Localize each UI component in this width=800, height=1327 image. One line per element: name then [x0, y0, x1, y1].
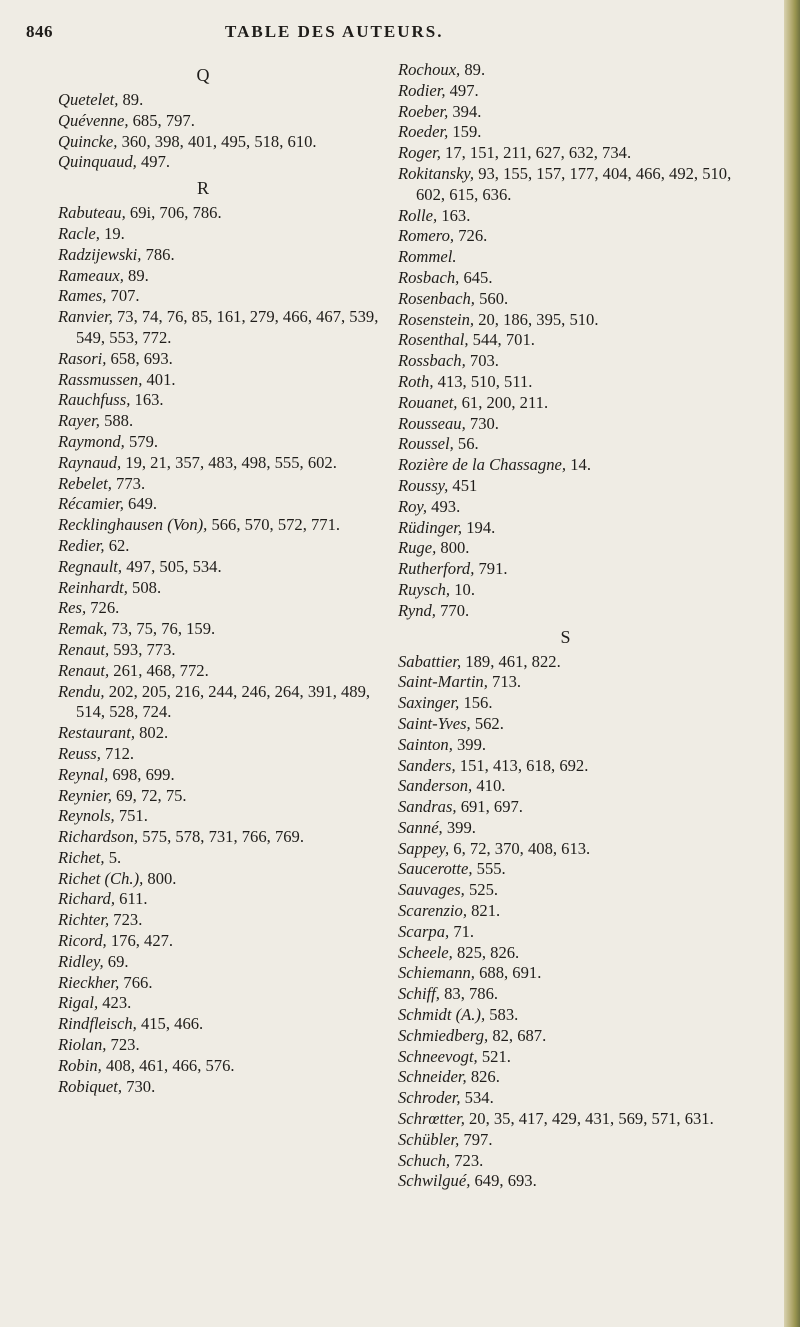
index-entry — [58, 578, 393, 599]
author-name: Rigal, — [58, 993, 99, 1013]
index-entry — [58, 1056, 393, 1077]
index-entry — [398, 580, 733, 601]
page-references: 730. — [465, 413, 499, 433]
author-name: Rasori, — [58, 348, 107, 368]
page-references: 508. — [127, 577, 162, 597]
author-name: Sauvages, — [398, 880, 465, 900]
author-name: Ranvier, — [58, 307, 113, 327]
index-entry — [58, 557, 393, 578]
author-name: Quinquaud, — [58, 152, 137, 172]
index-entry — [58, 515, 393, 536]
page-references: 69, 72, 75. — [111, 785, 187, 805]
index-entry — [58, 152, 393, 173]
index-entry — [58, 453, 393, 474]
author-name: Rebelet, — [58, 473, 112, 493]
index-entry — [398, 247, 733, 268]
page-references: 19, 21, 357, 483, 498, 555, 602. — [121, 452, 337, 472]
author-name: Schneider, — [398, 1067, 467, 1087]
author-name: Quetelet, — [58, 90, 119, 109]
author-name: Rüdinger, — [398, 517, 463, 537]
index-entry — [398, 922, 733, 943]
page-references: 71. — [449, 921, 475, 941]
page-references: 423. — [98, 993, 132, 1013]
author-name: Renaut, — [58, 639, 110, 659]
author-name: Ridley, — [58, 951, 104, 971]
author-name: Rosenbach, — [398, 288, 475, 308]
index-entry — [398, 1005, 733, 1026]
page-references: 726. — [454, 226, 488, 246]
index-entry — [398, 943, 733, 964]
index-entry — [58, 723, 393, 744]
index-entry — [398, 538, 733, 559]
author-name: Saint-Martin, — [398, 672, 488, 692]
section-letter: S — [560, 626, 571, 647]
author-name: Sanné, — [398, 817, 443, 837]
author-name: Scheele, — [398, 942, 453, 962]
index-entry — [398, 839, 733, 860]
page-references: 707. — [106, 286, 140, 306]
author-name: Schrœtter, — [398, 1109, 465, 1129]
index-entry — [398, 559, 733, 580]
page-references: 56. — [453, 434, 479, 454]
index-entry — [58, 474, 393, 495]
page-references: 5. — [104, 847, 122, 867]
page-references: 415, 466. — [136, 1014, 204, 1034]
page-references: 401. — [142, 369, 176, 389]
page-references: 163. — [437, 205, 471, 225]
author-name: Sandras, — [398, 797, 457, 817]
index-entry — [58, 910, 393, 931]
page-references: 521. — [477, 1046, 511, 1066]
page-references: 658, 693. — [106, 348, 173, 368]
page-references: 20, 186, 395, 510. — [474, 309, 599, 329]
author-name: Raynaud, — [58, 452, 122, 472]
page-references: 579. — [124, 431, 159, 451]
index-entry — [398, 476, 733, 497]
page-references: 451 — [448, 475, 478, 495]
index-entry — [58, 1035, 393, 1056]
index-entry — [58, 536, 393, 557]
author-name: Saint-Yves, — [398, 713, 471, 733]
page-references: 83, 786. — [439, 984, 499, 1004]
page-references: 593, 773. — [109, 639, 176, 659]
index-entry — [58, 286, 393, 307]
page-references: 89. — [118, 90, 144, 109]
page-references: 360, 398, 401, 495, 518, 610. — [117, 131, 317, 151]
page-references: 723. — [109, 910, 143, 930]
index-entry — [58, 1014, 393, 1035]
page-references: 89. — [460, 60, 486, 79]
page-references: 821. — [466, 901, 501, 921]
author-name: Ruge, — [398, 538, 437, 558]
author-name: Richard, — [58, 889, 115, 909]
page-references: 691, 697. — [456, 797, 523, 817]
author-name: Rokitansky, — [398, 163, 475, 183]
page-references: 159. — [448, 122, 482, 142]
author-name: Roger, — [398, 143, 441, 163]
author-name: Quévenne, — [58, 110, 129, 130]
author-name: Rozière de la Chassagne, — [398, 455, 567, 475]
author-name: Schneevogt, — [398, 1046, 478, 1066]
page-references: 534. — [460, 1088, 494, 1108]
page-references: 611. — [115, 889, 148, 909]
page-references: 688, 691. — [474, 963, 542, 983]
author-name: Saucerotte, — [398, 859, 473, 879]
index-entry — [58, 806, 393, 827]
author-name: Récamier, — [58, 494, 124, 514]
index-entry — [398, 102, 733, 123]
author-name: Rynd, — [398, 600, 436, 620]
page-edge — [784, 0, 800, 1327]
page-number: 846 — [26, 22, 53, 41]
index-entry — [58, 661, 393, 682]
index-entry — [398, 143, 733, 164]
index-entry — [58, 827, 393, 848]
index-entry — [58, 203, 393, 224]
page-references: 497, 505, 534. — [122, 556, 222, 576]
index-entry — [58, 869, 393, 890]
page-references: 649, 693. — [470, 1171, 537, 1191]
index-column-left — [58, 60, 393, 1097]
index-entry — [398, 776, 733, 797]
index-entry — [398, 289, 733, 310]
index-entry — [58, 993, 393, 1014]
index-entry — [58, 111, 393, 132]
page-references: 151, 413, 618, 692. — [455, 755, 589, 775]
author-name: Rodier, — [398, 80, 446, 100]
index-entry — [58, 765, 393, 786]
index-entry — [58, 245, 393, 266]
index-entry — [398, 1151, 733, 1172]
author-name: Rindfleisch, — [58, 1014, 137, 1034]
page-references: 698, 699. — [108, 764, 175, 784]
author-name: Rendu, — [58, 681, 105, 701]
index-entry — [398, 1047, 733, 1068]
index-entry — [398, 859, 733, 880]
author-name: Sanderson, — [398, 776, 473, 796]
author-name: Renaut, — [58, 660, 110, 680]
index-entry — [398, 393, 733, 414]
author-name: Scarenzio, — [398, 901, 467, 921]
page-references: 69. — [103, 951, 129, 971]
author-name: Ricord, — [58, 931, 107, 951]
author-name: Riolan, — [58, 1035, 107, 1055]
index-entry — [398, 518, 733, 539]
author-name: Restaurant, — [58, 723, 135, 743]
page-references: 17, 151, 211, 627, 632, 734. — [440, 143, 632, 163]
page-references: 69i, 706, 786. — [125, 203, 222, 223]
author-name: Regnault, — [58, 556, 123, 576]
index-entry — [58, 786, 393, 807]
index-entry — [398, 963, 733, 984]
author-name: Sainton, — [398, 734, 453, 754]
page-references: 583. — [485, 1005, 519, 1025]
author-name: Rutherford, — [398, 559, 475, 579]
page-references: 176, 427. — [106, 931, 174, 951]
index-column-right — [398, 60, 733, 1192]
author-name: Richet (Ch.), — [58, 868, 144, 888]
author-name: Robiquet, — [58, 1076, 123, 1096]
index-entry — [58, 349, 393, 370]
index-entry — [398, 1171, 733, 1192]
index-entry — [398, 226, 733, 247]
index-entry — [398, 756, 733, 777]
index-entry — [398, 310, 733, 331]
author-name: Rolle, — [398, 205, 438, 225]
page-references: 825, 826. — [452, 942, 520, 962]
index-entry — [58, 411, 393, 432]
author-name: Rousseau, — [398, 413, 466, 433]
index-entry — [398, 330, 733, 351]
author-name: Radzijewski, — [58, 244, 142, 264]
author-name: Richet, — [58, 847, 105, 867]
author-name: Robin, — [58, 1055, 102, 1075]
index-entry — [398, 206, 733, 227]
author-name: Scarpa, — [398, 921, 450, 941]
page-references: 6, 72, 370, 408, 613. — [449, 838, 591, 858]
author-name: Rames, — [58, 286, 107, 306]
index-entry — [58, 889, 393, 910]
page-references: 786. — [141, 244, 175, 264]
index-entry — [398, 818, 733, 839]
page-references: 555. — [472, 859, 506, 879]
page-references: 802. — [134, 723, 169, 743]
page-references: 544, 701. — [468, 330, 535, 350]
index-entry — [58, 90, 393, 111]
page-references: 413, 510, 511. — [433, 371, 533, 391]
index-entry — [398, 122, 733, 143]
author-name: Sappey, — [398, 838, 450, 858]
index-entry — [398, 1130, 733, 1151]
author-name: Richardson, — [58, 827, 139, 847]
page-references: 394. — [448, 101, 482, 121]
page-references: 497. — [136, 152, 171, 172]
page-references: 20, 35, 417, 429, 431, 569, 571, 631. — [464, 1109, 714, 1129]
index-entry — [58, 370, 393, 391]
index-entry — [398, 1067, 733, 1088]
index-entry — [58, 640, 393, 661]
author-name: Rayer, — [58, 411, 100, 431]
author-name: Rossbach, — [398, 351, 466, 371]
index-entry — [58, 432, 393, 453]
page-references: 826. — [466, 1067, 500, 1087]
author-name: Reynier, — [58, 785, 112, 805]
index-entry — [58, 848, 393, 869]
page-references: 493. — [427, 496, 461, 516]
author-name: Rabuteau, — [58, 203, 126, 223]
index-entry — [58, 224, 393, 245]
index-entry — [58, 266, 393, 287]
index-entry — [398, 901, 733, 922]
page-references: 588. — [99, 411, 134, 431]
section-letter: Q — [196, 65, 210, 85]
page-references: 712. — [100, 743, 135, 763]
page-references: 713. — [487, 672, 522, 692]
index-entry — [398, 455, 733, 476]
author-name: Rommel. — [398, 247, 457, 267]
author-name: Remak, — [58, 619, 108, 639]
page-references: 14. — [566, 455, 591, 475]
index-entry — [58, 744, 393, 765]
author-name: Romero, — [398, 226, 455, 246]
page-references: 189, 461, 822. — [461, 651, 561, 671]
page-references: 399. — [442, 817, 476, 837]
index-entry — [58, 307, 393, 349]
page-references: 62. — [104, 535, 130, 555]
author-name: Roussy, — [398, 475, 449, 495]
index-entry — [58, 931, 393, 952]
page-references: 19. — [99, 223, 125, 243]
author-name: Ruysch, — [398, 579, 451, 599]
author-name: Reynal, — [58, 764, 109, 784]
author-name: Rochoux, — [398, 60, 461, 79]
author-name: Roth, — [398, 371, 434, 391]
page-references: 61, 200, 211. — [457, 392, 549, 412]
author-name: Schwilgué, — [398, 1171, 471, 1191]
page-references: 800. — [143, 868, 177, 888]
index-entry — [398, 351, 733, 372]
page-references: 685, 797. — [128, 110, 195, 130]
index-entry — [58, 132, 393, 153]
page-references: 645. — [459, 267, 493, 287]
page-references: 723. — [106, 1035, 140, 1055]
author-name: Schmidt (A.), — [398, 1005, 486, 1025]
page-references: 89. — [123, 265, 149, 285]
author-name: Schroder, — [398, 1088, 461, 1108]
page-references: 82, 687. — [488, 1025, 547, 1045]
page-references: 202, 205, 216, 244, 246, 264, 391, 489, 514, 528, 724. — [76, 681, 371, 722]
index-entry — [58, 973, 393, 994]
page-references: 156. — [459, 693, 493, 713]
page-references: 560. — [474, 288, 509, 308]
page-references: 73, 74, 76, 85, 161, 279, 466, 467, 539, 549, 553, 772. — [76, 307, 379, 347]
index-entry — [58, 390, 393, 411]
author-name: Res, — [58, 598, 87, 618]
page-references: 770. — [435, 600, 470, 620]
index-entry — [398, 1109, 733, 1130]
author-name: Recklinghausen (Von), — [58, 515, 208, 535]
author-name: Roussel, — [398, 434, 454, 454]
index-entry — [398, 652, 733, 673]
index-entry — [58, 619, 393, 640]
page-references: 194. — [462, 517, 496, 537]
page-references: 766. — [119, 972, 153, 992]
author-name: Roy, — [398, 496, 428, 516]
page-references: 791. — [474, 559, 508, 579]
index-entry — [58, 494, 393, 515]
page-references: 726. — [86, 598, 120, 618]
author-name: Sabattier, — [398, 651, 462, 671]
index-entry — [398, 1026, 733, 1047]
page-references: 562. — [470, 713, 504, 733]
section-letter: R — [196, 178, 209, 199]
page-references: 797. — [459, 1129, 493, 1149]
index-entry — [398, 1088, 733, 1109]
author-name: Saxinger, — [398, 693, 460, 713]
index-entry — [398, 672, 733, 693]
author-name: Sanders, — [398, 755, 456, 775]
page-references: 800. — [436, 538, 470, 558]
index-entry — [398, 693, 733, 714]
index-entry — [398, 60, 733, 81]
index-entry — [398, 735, 733, 756]
author-name: Schiff, — [398, 984, 440, 1004]
author-name: Schmiedberg, — [398, 1025, 489, 1045]
author-name: Reynols, — [58, 806, 115, 826]
index-entry — [58, 682, 393, 724]
page-references: 723. — [450, 1150, 484, 1170]
page-references: 261, 468, 772. — [109, 660, 209, 680]
page-header — [0, 18, 784, 48]
author-name: Rouanet, — [398, 392, 458, 412]
running-title: TABLE DES AUTEURS. — [225, 22, 444, 41]
author-name: Rassmussen, — [58, 369, 143, 389]
index-entry — [398, 434, 733, 455]
author-name: Raymond, — [58, 431, 125, 451]
page-references: 566, 570, 572, 771. — [207, 515, 341, 535]
index-entry — [398, 268, 733, 289]
author-name: Rosenthal, — [398, 330, 469, 350]
page-references: 399. — [452, 734, 487, 754]
author-name: Schuch, — [398, 1150, 451, 1170]
index-entry — [58, 1077, 393, 1098]
index-entry — [398, 497, 733, 518]
page-references: 497. — [445, 80, 479, 100]
author-name: Rameaux, — [58, 265, 124, 285]
page-references: 10. — [450, 579, 475, 599]
page-references: 751. — [114, 806, 148, 826]
index-entry — [398, 797, 733, 818]
index-entry — [398, 984, 733, 1005]
author-name: Redier, — [58, 535, 105, 555]
page-references: 410. — [472, 776, 506, 796]
page-references: 408, 461, 466, 576. — [101, 1055, 235, 1075]
author-name: Reinhardt, — [58, 577, 128, 597]
author-name: Quincke, — [58, 131, 118, 151]
index-entry — [398, 372, 733, 393]
page-references: 575, 578, 731, 766, 769. — [138, 827, 304, 847]
author-name: Roeber, — [398, 101, 449, 121]
index-entry — [398, 601, 733, 622]
page-references: 649. — [123, 494, 158, 514]
author-name: Racle, — [58, 223, 100, 243]
index-entry — [398, 164, 733, 206]
page-references: 163. — [130, 390, 164, 410]
page-references: 730. — [122, 1076, 156, 1096]
page-references: 93, 155, 157, 177, 404, 466, 492, 510, 602, 615, 636. — [416, 163, 732, 204]
index-entry — [58, 598, 393, 619]
author-name: Reuss, — [58, 743, 101, 763]
page-references: 703. — [465, 351, 499, 371]
author-name: Schiemann, — [398, 963, 475, 983]
author-name: Roeder, — [398, 122, 449, 142]
index-entry — [58, 952, 393, 973]
index-entry — [398, 414, 733, 435]
author-name: Richter, — [58, 910, 110, 930]
author-name: Rauchfuss, — [58, 390, 131, 410]
author-name: Rosenstein, — [398, 309, 475, 329]
author-name: Rieckher, — [58, 972, 120, 992]
page-references: 773. — [111, 473, 146, 493]
index-entry — [398, 714, 733, 735]
page-references: 73, 75, 76, 159. — [107, 619, 216, 639]
index-entry — [398, 81, 733, 102]
page-references: 525. — [464, 880, 499, 900]
author-name: Rosbach, — [398, 267, 460, 287]
index-entry — [398, 880, 733, 901]
author-name: Schübler, — [398, 1129, 460, 1149]
